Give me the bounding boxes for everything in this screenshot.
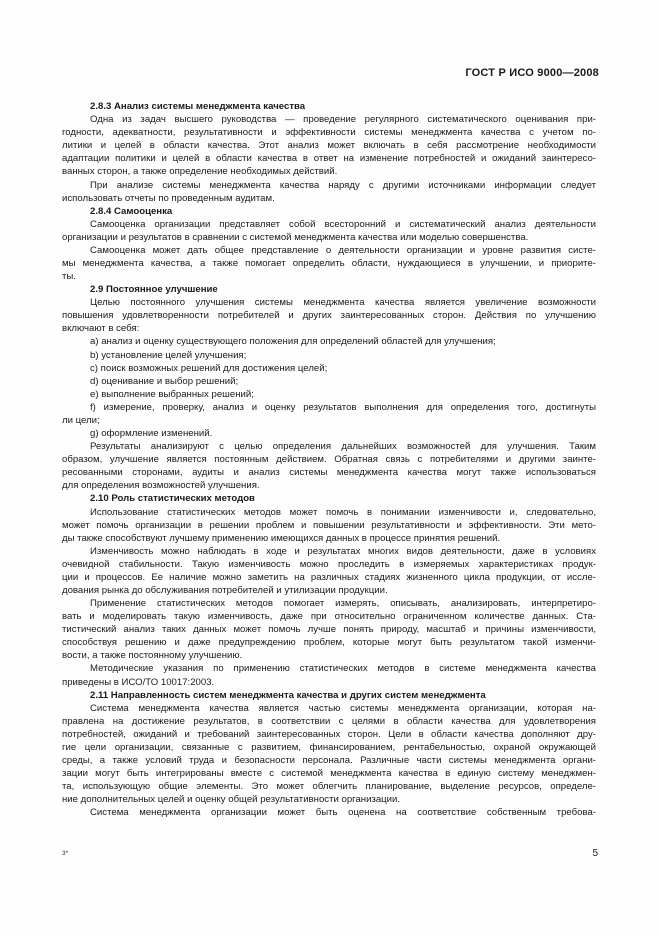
text-line: приведены в ИСО/ТО 10017:2003. [62, 676, 215, 688]
text-line: Изменчивость можно наблюдать в ходе и результатах многих видов деятельности, даже в условиях [90, 545, 596, 557]
text-line: b) установление целей улучшения; [90, 349, 247, 361]
section-heading: 2.9 Постоянное улучшение [90, 284, 218, 296]
text-line: Система менеджмента качества является частью системы менеджмента организации, которая на- [90, 702, 596, 714]
text-line: f) измерение, проверку, анализ и оценку результатов выполнения для определения того, достигнуты [90, 401, 596, 413]
text-line: тистический анализ таких данных может помочь лучше понять природу, масштаб и причины изменчивости, [62, 624, 596, 636]
text-line: очевидной стабильности. Такую изменчивость можно проследить в измеряемых характеристиках продук- [62, 558, 596, 570]
text-line: потребностей, ожиданий и требований заинтересованных сторон. Цели в области качества дополняют дру- [62, 728, 596, 740]
text-line: g) оформление изменений. [90, 428, 213, 439]
text-line: гие цели организации, связанные с развитием, финансированием, рентабельностью, охраной окружающей [62, 741, 596, 753]
text-line: ции и процессов. Ее наличие можно заметить на различных стадиях жизненного цикла продукции, от иссле- [62, 571, 596, 583]
text-line: Самооценка организации представляет собой всесторонний и систематический анализ деятельности [90, 218, 596, 230]
text-line: адаптации политики и целей в области качества в ответ на изменение потребностей и ожиданий заинтересо- [62, 153, 596, 165]
section-heading: 2.11 Направленность систем менеджмента качества и других систем менеджмента [90, 689, 486, 701]
text-line: использовать отчеты по проведенным аудитам. [62, 192, 275, 204]
text-line: правлена на достижение результатов, в соответствии с целями в области качества для удовлетворения [62, 715, 596, 727]
text-line: для определения возможностей улучшения. [62, 480, 260, 492]
text-line: а) анализ и оценку существующего положения для определений областей для улучшения; [90, 336, 496, 348]
section-heading: 2.8.3 Анализ системы менеджмента качества [90, 101, 306, 112]
text-line: зации могут быть интегрированы вместе с системой менеджмента качества в единую систему менеджмен- [62, 768, 596, 780]
text-line: дования рынка до обслуживания потребителей и утилизации продукции. [62, 585, 388, 596]
text-line: литики и целей в области качества. Этот анализ может включать в себя рассмотрение необходимости [62, 140, 596, 152]
text-line: ты. [62, 271, 76, 282]
text-line: может помочь организации в решении проблем и повышении результативности и эффективности. Эти мето- [62, 519, 596, 531]
text-line: Целью постоянного улучшения системы менеджмента качества является увеличение возможности [90, 297, 596, 309]
text-line: мы менеджмента качества, а также помогает определить области, нуждающиеся в улучшении, и приорите- [62, 258, 596, 269]
page-number: 5 [592, 848, 598, 859]
text-line: ды также способствуют лучшему применению имеющихся данных в процессе принятия решений. [62, 532, 501, 544]
text-line: повышения удовлетворенности потребителей и других заинтересованных сторон. Действия по улучшению [62, 310, 596, 322]
text-line: Результаты анализируют с целью определения дальнейших возможностей для улучшения. Таким [90, 441, 596, 453]
text-line: ресованными сторонами, аудиты и анализ системы менеджмента качества могут также использоваться [62, 467, 596, 479]
text-line: Одна из задач высшего руководства — проведение регулярного систематического оценивания при- [90, 114, 596, 126]
text-line: годности, адекватности, результативности и эффективности системы менеджмента качества с учетом по- [62, 127, 596, 139]
text-line: При анализе системы менеджмента качества наряду с другими источниками информации следует [90, 179, 596, 191]
text-line: Система менеджмента организации может быть оценена на соответствие собственным требова- [90, 807, 596, 819]
text-line: та, использующую общие элементы. Это может облегчить планирование, выделение ресурсов, определе- [62, 781, 596, 793]
section-heading: 2.10 Роль статистических методов [90, 493, 255, 505]
text-line: Применение статистических методов помогает измерять, описывать, анализировать, интерпретиро- [90, 598, 596, 609]
section-heading: 2.8.4 Самооценка [90, 205, 173, 217]
text-line: Самооценка может дать общее представление о деятельности организации и уровне развития систе- [90, 244, 596, 256]
text-line: c) поиск возможных решений для достижения целей; [90, 362, 328, 374]
text-line: организации и результатов в сравнении с системой менеджмента качества или моделью совершенства. [62, 231, 529, 243]
text-line: образом, улучшение является постоянным действием. Обратная связь с потребителями и другими заинте- [62, 454, 596, 466]
text-line: Методические указания по применению статистических методов в системе менеджмента качества [90, 663, 596, 675]
text-line: вости, а также постоянному улучшению. [62, 650, 243, 662]
text-line: Использование статистических методов может помочь в понимании изменчивости и, следовательно, [90, 506, 596, 518]
text-line: включают в себя: [62, 323, 140, 335]
text-line: ванных сторон, а также определение необходимых действий. [62, 166, 338, 178]
document-header: ГОСТ Р ИСО 9000—2008 [465, 67, 599, 79]
footnote-mark: 3* [62, 850, 69, 857]
text-line: e) выполнение выбранных решений; [90, 388, 254, 400]
text-line: способствуя решению и даже предупреждению проблем, которые могут быть результатом такой изменчи- [62, 637, 596, 649]
text-line: d) оценивание и выбор решений; [90, 375, 239, 387]
text-line: ли цели; [62, 414, 100, 426]
text-line: ние дополнительных целей и оценку общей результативности организации. [62, 794, 401, 806]
text-line: среды, а также условий труда и безопасности персонала. Различные части системы менеджмента органи- [62, 755, 596, 766]
text-line: вать и моделировать такую изменчивость, даже при относительно ограниченном количестве данных. Ста- [62, 611, 596, 623]
